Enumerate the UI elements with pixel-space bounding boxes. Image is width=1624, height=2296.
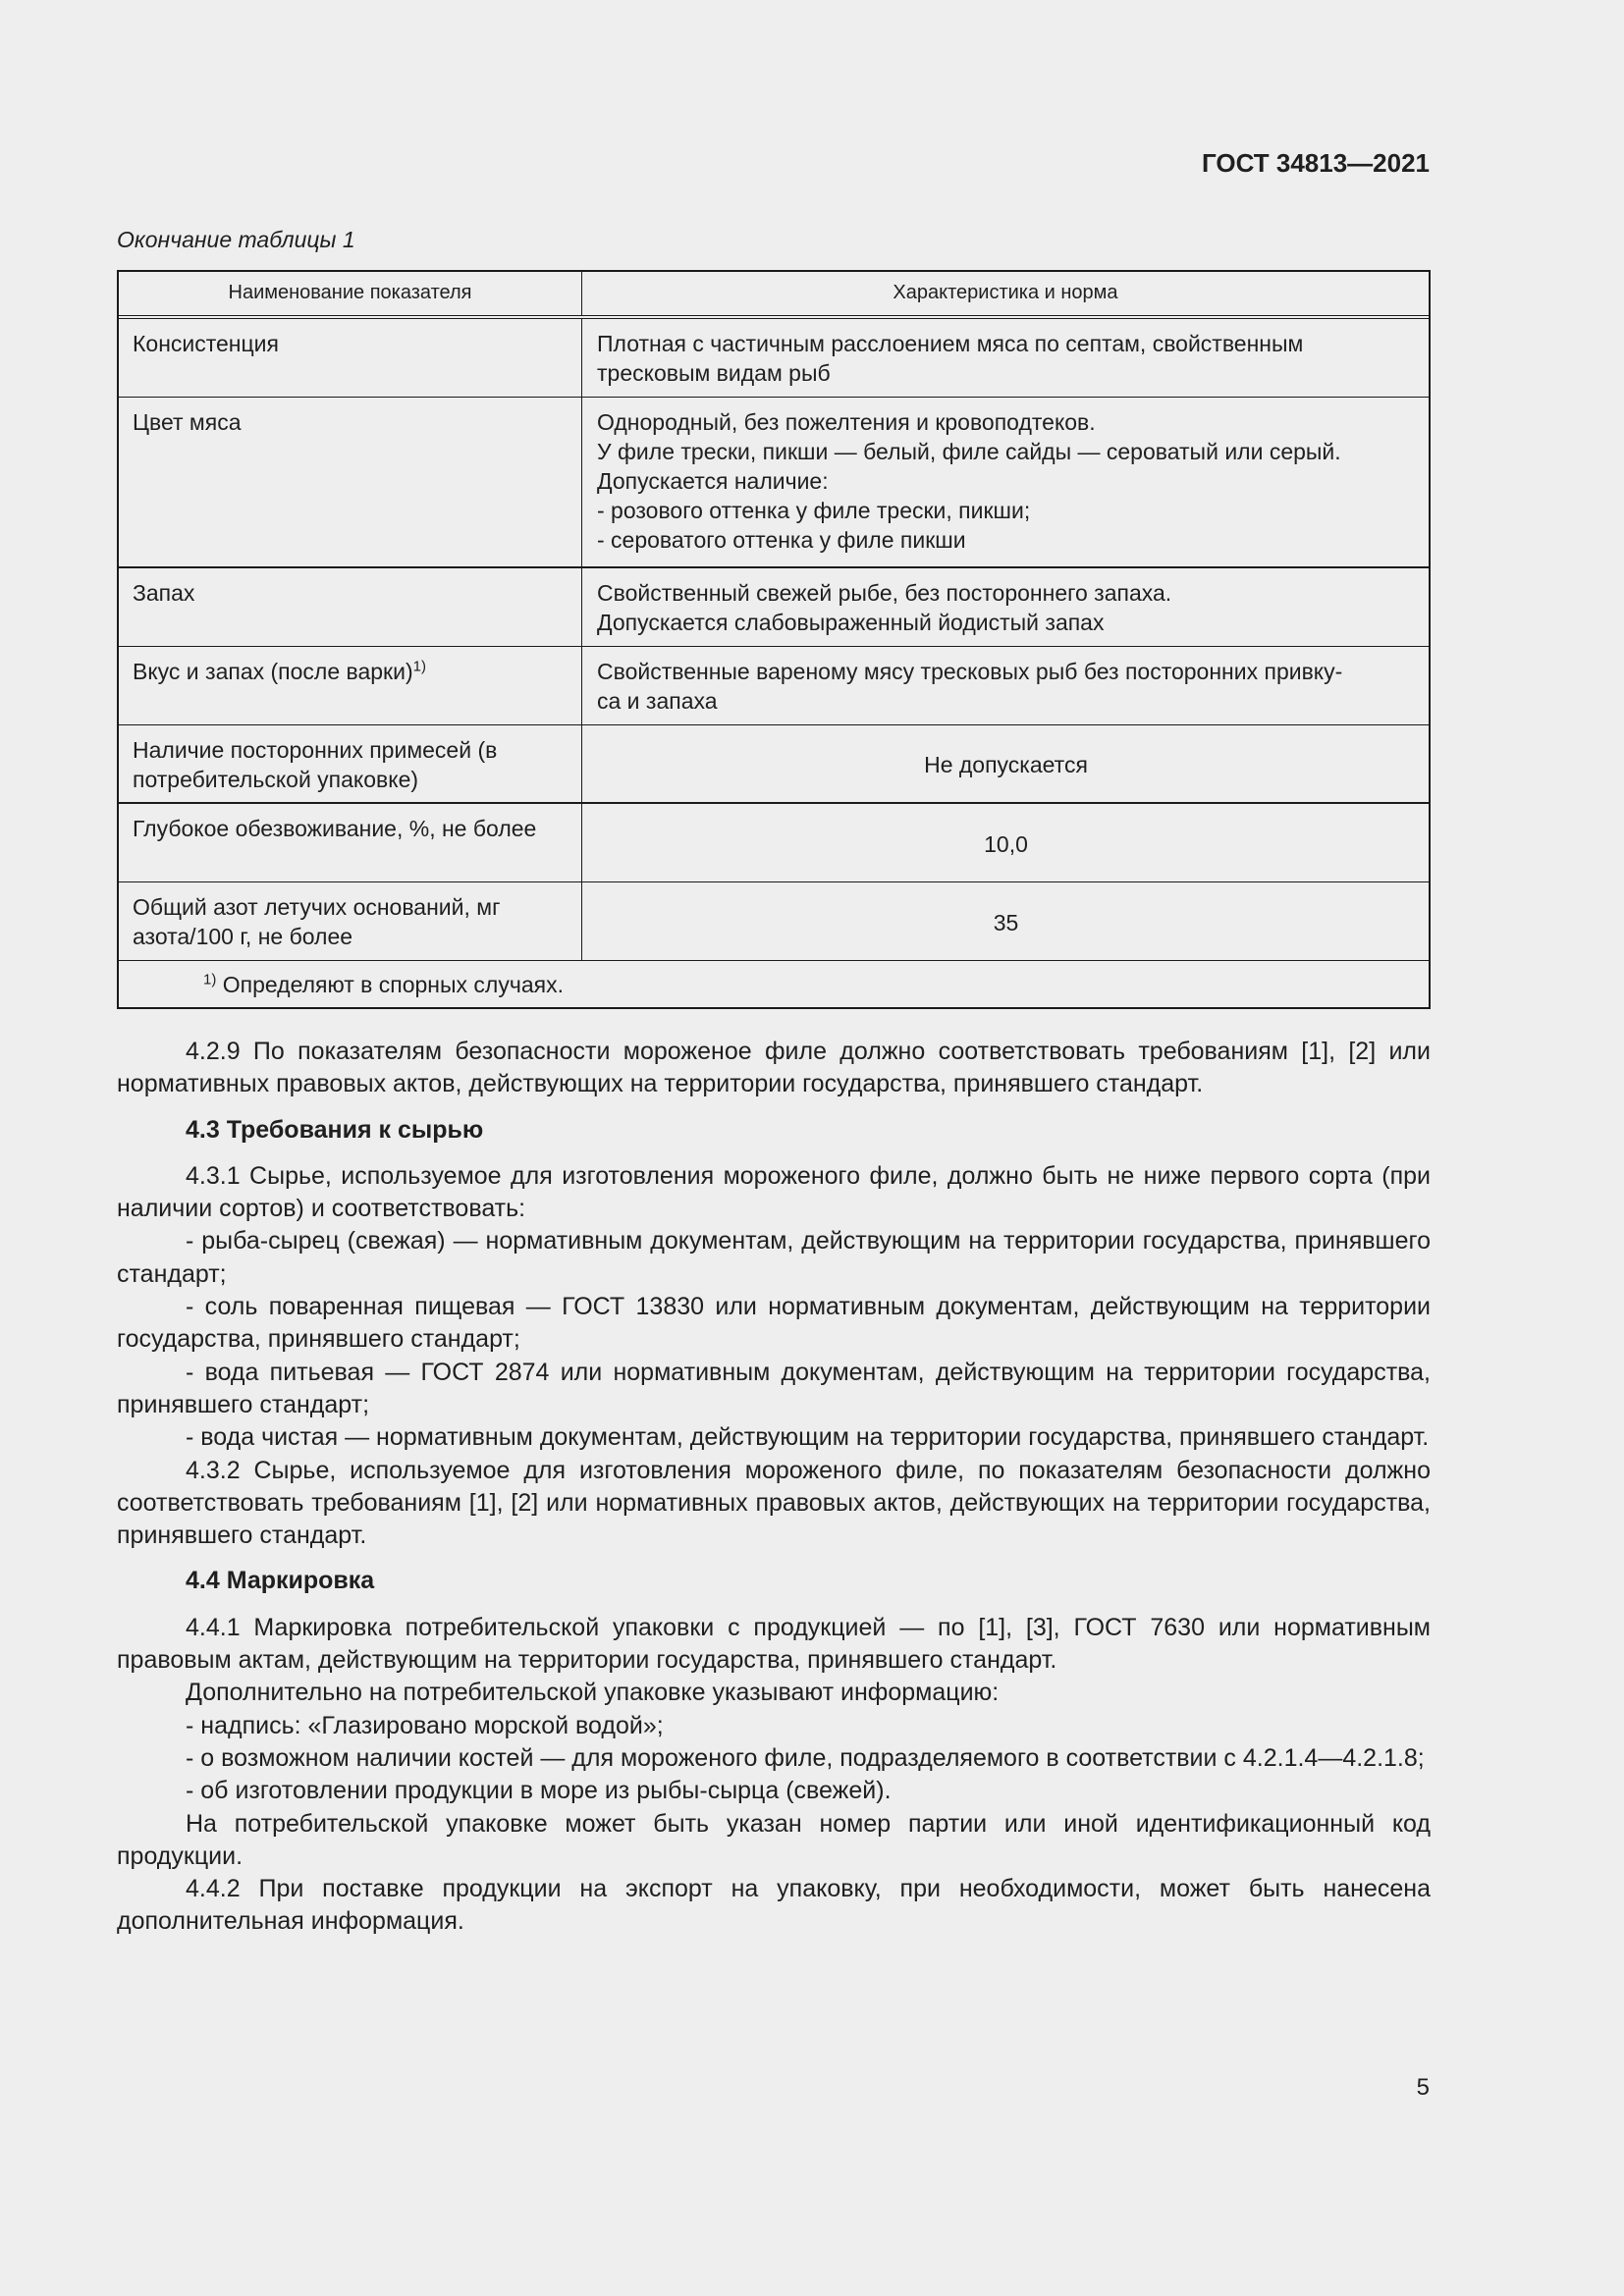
footnote-mark: 1) — [203, 971, 217, 988]
indicator-name: Вкус и запах (после варки)$^{1)}$ — [119, 647, 582, 724]
section-heading-4-3: 4.3 Требования к сырью — [186, 1115, 484, 1144]
section-heading-4-4: 4.4 Маркировка — [186, 1567, 375, 1595]
table-row — [119, 319, 1429, 398]
table-row — [119, 804, 1429, 882]
list-item-drinking-water: - вода питьевая — ГОСТ 2874 или нормативным документам, действующим на территории государства, принявшего стандарт; — [117, 1358, 1431, 1418]
indicator-value: Свойственные вареному мясу тресковых рыб без посторонних привку- са и запаха — [597, 659, 1343, 714]
paragraph-batch-number: На потребительской упаковке может быть указан номер партии или иной идентификационный код продукции. — [117, 1809, 1431, 1870]
footnote-text: Определяют в спорных случаях. — [222, 972, 564, 997]
list-item-bones: - о возможном наличии костей — для мороженого филе, подразделяемого в соответствии с 4.2.1.4—4.2.1.8; — [186, 1743, 1425, 1772]
indicator-value: 10,0 — [984, 830, 1028, 857]
list-item-made-at-sea: - об изготовлении продукции в море из рыбы-сырца (свежей). — [186, 1777, 892, 1805]
column-header-value: Характеристика и норма — [893, 282, 1118, 303]
list-item-clean-water: - вода чистая — нормативным документам, действующим на территории государства, принявшего стандарт. — [186, 1423, 1430, 1452]
indicator-value: Однородный, без пожелтения и кровоподтеков. У филе трески, пикши — белый, филе сайды — сероватый или серый. Допускается наличие: - розового оттенка у филе трески, пикши; - сероватого оттенка у филе пикши — [597, 409, 1341, 553]
column-header-name: Наименование показателя — [119, 272, 582, 315]
paragraph-4-2-9: 4.2.9 По показателям безопасности мороженое филе должно соответствовать требованиям [1], [2] или нормативных правовых актов, действующих на территории государства, принявшего стандарт. — [117, 1038, 1431, 1098]
list-item-raw-fish: - рыба-сырец (свежая) — нормативным документам, действующим на территории государства, принявшего стандарт; — [117, 1227, 1431, 1288]
indicator-value: Не допускается — [924, 752, 1088, 777]
indicator-name: Глубокое обезвоживание, %, не более — [119, 804, 582, 881]
indicator-name: Консистенция — [119, 319, 582, 397]
indicator-name: Цвет мяса — [119, 398, 582, 566]
paragraph-4-3-2: 4.3.2 Сырье, используемое для изготовления мороженого филе, по показателям безопасности должно соответствовать требованиям [1], [2] или нормативных правовых актов, действующих на территории государства, принявшего стандарт. — [117, 1456, 1431, 1550]
indicator-value: Свойственный свежей рыбе, без постороннего запаха. Допускается слабовыраженный йодистый запах — [597, 580, 1172, 635]
paragraph-4-3-1: 4.3.1 Сырье, используемое для изготовления мороженого филе, должно быть не ниже первого сорта (при наличии сортов) и соответствовать: — [117, 1161, 1431, 1223]
table-row — [119, 647, 1429, 725]
list-item-salt: - соль поваренная пищевая — ГОСТ 13830 или нормативным документам, действующим на территории государства, принявшего стандарт; — [117, 1293, 1431, 1354]
table-row — [119, 725, 1429, 804]
paragraph-4-4-2: 4.4.2 При поставке продукции на экспорт на упаковку, при необходимости, может быть нанесена дополнительная информация. — [117, 1875, 1431, 1936]
specification-table — [117, 270, 1431, 1009]
footnote-mark: 1) — [412, 658, 426, 675]
paragraph-additional-info: Дополнительно на потребительской упаковке указывают информацию: — [186, 1679, 1000, 1707]
table-caption: Окончание таблицы 1 — [117, 227, 355, 252]
table-footnote — [119, 961, 1429, 1007]
indicator-value: 35 — [993, 909, 1019, 935]
indicator-name: Наличие посторонних примесей (в потребительской упаковке) — [119, 725, 582, 802]
indicator-name: Общий азот летучих оснований, мг азота/100 г, не более — [119, 882, 582, 960]
paragraph-4-4-1: 4.4.1 Маркировка потребительской упаковки с продукцией — по [1], [3], ГОСТ 7630 или нормативным правовым актам, действующим на территории государства, принявшего стандарт. — [117, 1613, 1431, 1675]
table-row — [119, 568, 1429, 647]
document-body — [117, 1036, 1431, 1939]
list-item-glazed: - надпись: «Глазировано морской водой»; — [186, 1711, 664, 1739]
indicator-name: Запах — [119, 568, 582, 646]
table-row — [119, 882, 1429, 961]
table-header-row — [119, 272, 1429, 319]
document-code: ГОСТ 34813—2021 — [1202, 148, 1430, 178]
page-number: 5 — [1416, 2074, 1430, 2101]
table-row — [119, 398, 1429, 568]
indicator-value: Плотная с частичным расслоением мяса по септам, свойственным тресковым видам рыб — [597, 331, 1304, 386]
